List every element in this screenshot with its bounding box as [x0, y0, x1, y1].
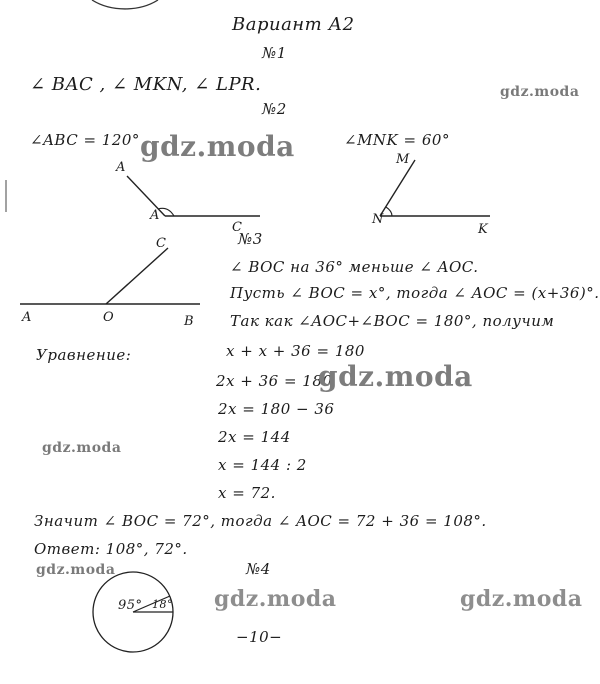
task2-number: №2 [262, 100, 287, 118]
watermark: gdz.moda [318, 360, 473, 393]
equation-step-2: 2x + 36 = 180 [216, 372, 333, 390]
point-b-label: A [150, 208, 160, 223]
point-a3-label: A [22, 310, 32, 325]
straight-angle-drawing [20, 248, 200, 304]
task3-line2: Пусть ∠ BOC = x°, тогда ∠ AOC = (x+36)°. [230, 284, 600, 302]
task3-number: №3 [238, 230, 263, 248]
point-m-label: M [396, 152, 410, 167]
equation-step-3: 2x = 180 − 36 [218, 400, 335, 418]
watermark: gdz.moda [214, 586, 337, 612]
page-number: −10− [236, 628, 283, 646]
task3-conclusion: Значит ∠ BOC = 72°, тогда ∠ AOC = 72 + 36 = 108°. [34, 512, 487, 530]
point-b3-label: B [184, 314, 195, 329]
point-a-label: A [116, 160, 126, 175]
task1-number: №1 [262, 44, 287, 62]
equation-label: Уравнение: [36, 346, 132, 364]
page-title: Вариант А2 [232, 14, 355, 35]
angle-abc-drawing [127, 176, 260, 216]
angle-mnk-drawing [380, 160, 490, 216]
arc-b-label: 18° [152, 598, 173, 611]
angle-mnk-label: ∠MNK = 60° [344, 131, 450, 149]
task3-line3: Так как ∠AOC+∠BOC = 180°, получим [230, 312, 555, 330]
arc-a-label: 95° [118, 598, 143, 613]
top-circle-arc [92, 0, 158, 9]
point-c3-label: C [156, 236, 167, 251]
task3-line1: ∠ BOC на 36° меньше ∠ AOC. [230, 258, 479, 276]
point-o3-label: O [103, 310, 115, 325]
equation-step-5: x = 144 : 2 [218, 456, 307, 474]
task3-answer: Ответ: 108°, 72°. [34, 540, 188, 558]
watermark: gdz.moda [500, 84, 580, 100]
equation-step-4: 2x = 144 [218, 428, 291, 446]
equation-step-1: x + x + 36 = 180 [226, 342, 365, 360]
point-k-label: K [478, 222, 489, 237]
angle-abc-label: ∠ABC = 120° [30, 131, 140, 149]
watermark: gdz.moda [42, 440, 122, 456]
task4-number: №4 [246, 560, 271, 578]
watermark: gdz.moda [140, 130, 295, 163]
watermark: gdz.moda [460, 586, 583, 612]
point-c-label: C [232, 220, 243, 235]
equation-step-6: x = 72. [218, 484, 276, 502]
watermark: gdz.moda [36, 562, 116, 578]
point-n-label: N [372, 212, 384, 227]
task1-text: ∠ BAC , ∠ MKN, ∠ LPR. [30, 74, 262, 95]
